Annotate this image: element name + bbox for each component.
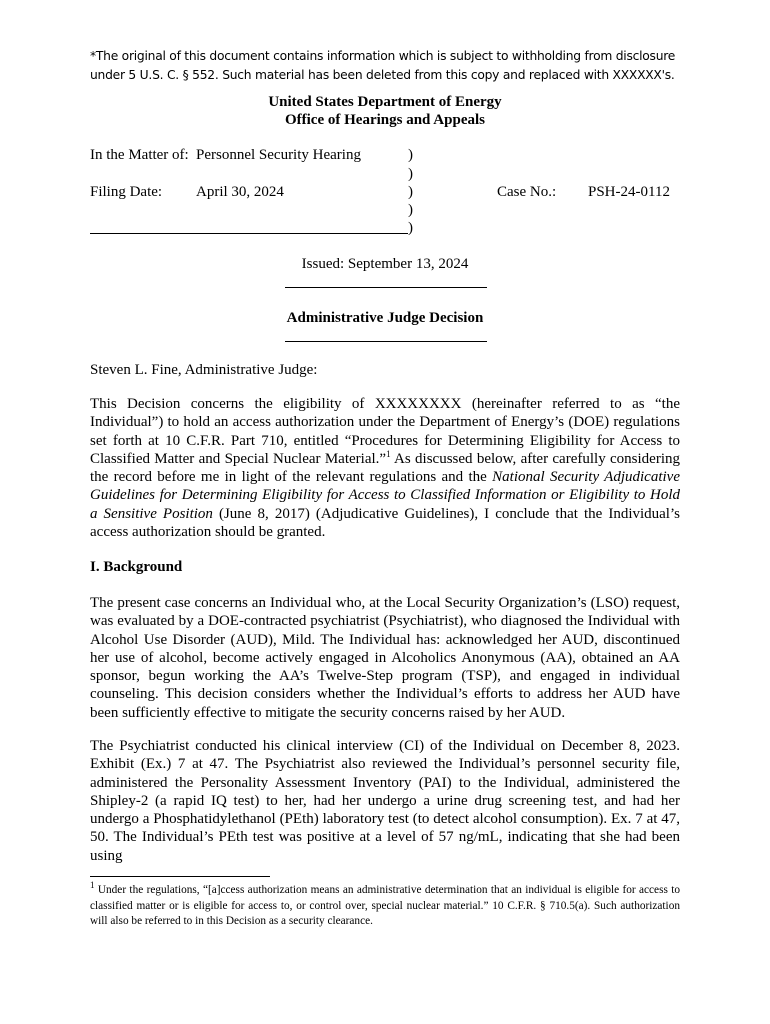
caption-paren: ) [408, 147, 413, 163]
intro-text: As discussed below, after carefully considering the record before me in light of the relevant regulations and the [90, 450, 680, 486]
footnote-text: Under the regulations, “[a]ccess authorization means an administrative determination that an individual is eligible for access to classified matter or is eligible for access to, or control over, special nuclear material.” 10 C.F.R. § 710.5(a). Such authorization will also be referred to in this Decision as a security clearance. [90, 884, 680, 927]
issued-date: Issued: September 13, 2024 [301, 256, 469, 272]
caption-rule [90, 233, 408, 234]
intro-text: This Decision concerns the eligibility of XXXXXXXX (hereinafter referred to as “the Individual”) to hold an access authorization under the Department of Energy’s (DOE) regulations set forth at 10 C.F.R. Part 710, entitled “Procedures for Determining Eligibility for Access to Classified Matter and Special Nuclear Material.” [90, 396, 680, 467]
matter-label: In the Matter of: [90, 147, 189, 163]
caption-paren: ) [408, 166, 413, 182]
case-number-label: Case No.: [497, 184, 557, 200]
intro-text: (June 8, 2017) (Adjudicative Guidelines), I conclude that the Individual’s access authorization should be granted. [90, 505, 680, 541]
intro-paragraph [90, 395, 680, 541]
agency-department: United States Department of Energy [268, 94, 502, 110]
guidelines-title: National Security Adjudicative Guidelines for Determining Eligibility for Access to Classified Information or Eligibility to Hold a Sensitive Position [90, 469, 680, 522]
matter-value: Personnel Security Hearing [196, 147, 361, 163]
divider [285, 287, 487, 288]
agency-header [90, 93, 680, 129]
case-caption [90, 147, 680, 242]
divider [285, 341, 487, 342]
filing-date-label: Filing Date: [90, 184, 163, 200]
filing-date-value: April 30, 2024 [196, 184, 284, 200]
footnote [90, 880, 680, 930]
footnote-reference[interactable]: 1 [386, 448, 391, 459]
footnote-number: 1 [90, 880, 95, 891]
case-number-value: PSH-24-0112 [588, 184, 670, 200]
background-paragraph-2: The Psychiatrist conducted his clinical interview (CI) of the Individual on December 8, 2023. Exhibit (Ex.) 7 at 47. The Psychiatrist also reviewed the Individual’s personnel security file, administered the Personality Assessment Inventory (PAI) to the Individual, administered the Shipley-2 (a rapid IQ test) to her, had her undergo a urine drug screening test, and had her undergo a Phosphatidylethanol (PEth) laboratory test (to detect alcohol consumption). Ex. 7 at 47, 50. The Individual’s PEth test was positive at a level of 57 ng/mL, indicating that she had been using [90, 738, 680, 864]
redaction-notice: *The original of this document contains information which is subject to withholding from disclosure under 5 U.S. C. § 552. Such material has been deleted from this copy and replaced with XXXXXX's. [90, 49, 676, 82]
background-paragraph-1: The present case concerns an Individual who, at the Local Security Organization’s (LSO) request, was evaluated by a DOE-contracted psychiatrist (Psychiatrist), who diagnosed the Individual with Alcohol Use Disorder (AUD), Mild. The Individual has: acknowledged her AUD, discontinued her use of alcohol, become actively engaged in Alcoholics Anonymous (AA), obtained an AA sponsor, begun working the AA’s Twelve-Step program (TSP), and engaged in individual counseling. This decision considers whether the Individual’s efforts to address her AUD have been sufficiently effective to mitigate the security concerns raised by her AUD. [90, 595, 680, 721]
decision-title: Administrative Judge Decision [286, 310, 484, 326]
judge-line: Steven L. Fine, Administrative Judge: [90, 362, 318, 378]
caption-paren: ) [408, 220, 413, 236]
caption-paren: ) [408, 202, 413, 218]
agency-office: Office of Hearings and Appeals [284, 112, 485, 128]
caption-paren: ) [408, 184, 413, 200]
section-heading-background: I. Background [90, 559, 183, 575]
footnote-divider [90, 876, 270, 877]
